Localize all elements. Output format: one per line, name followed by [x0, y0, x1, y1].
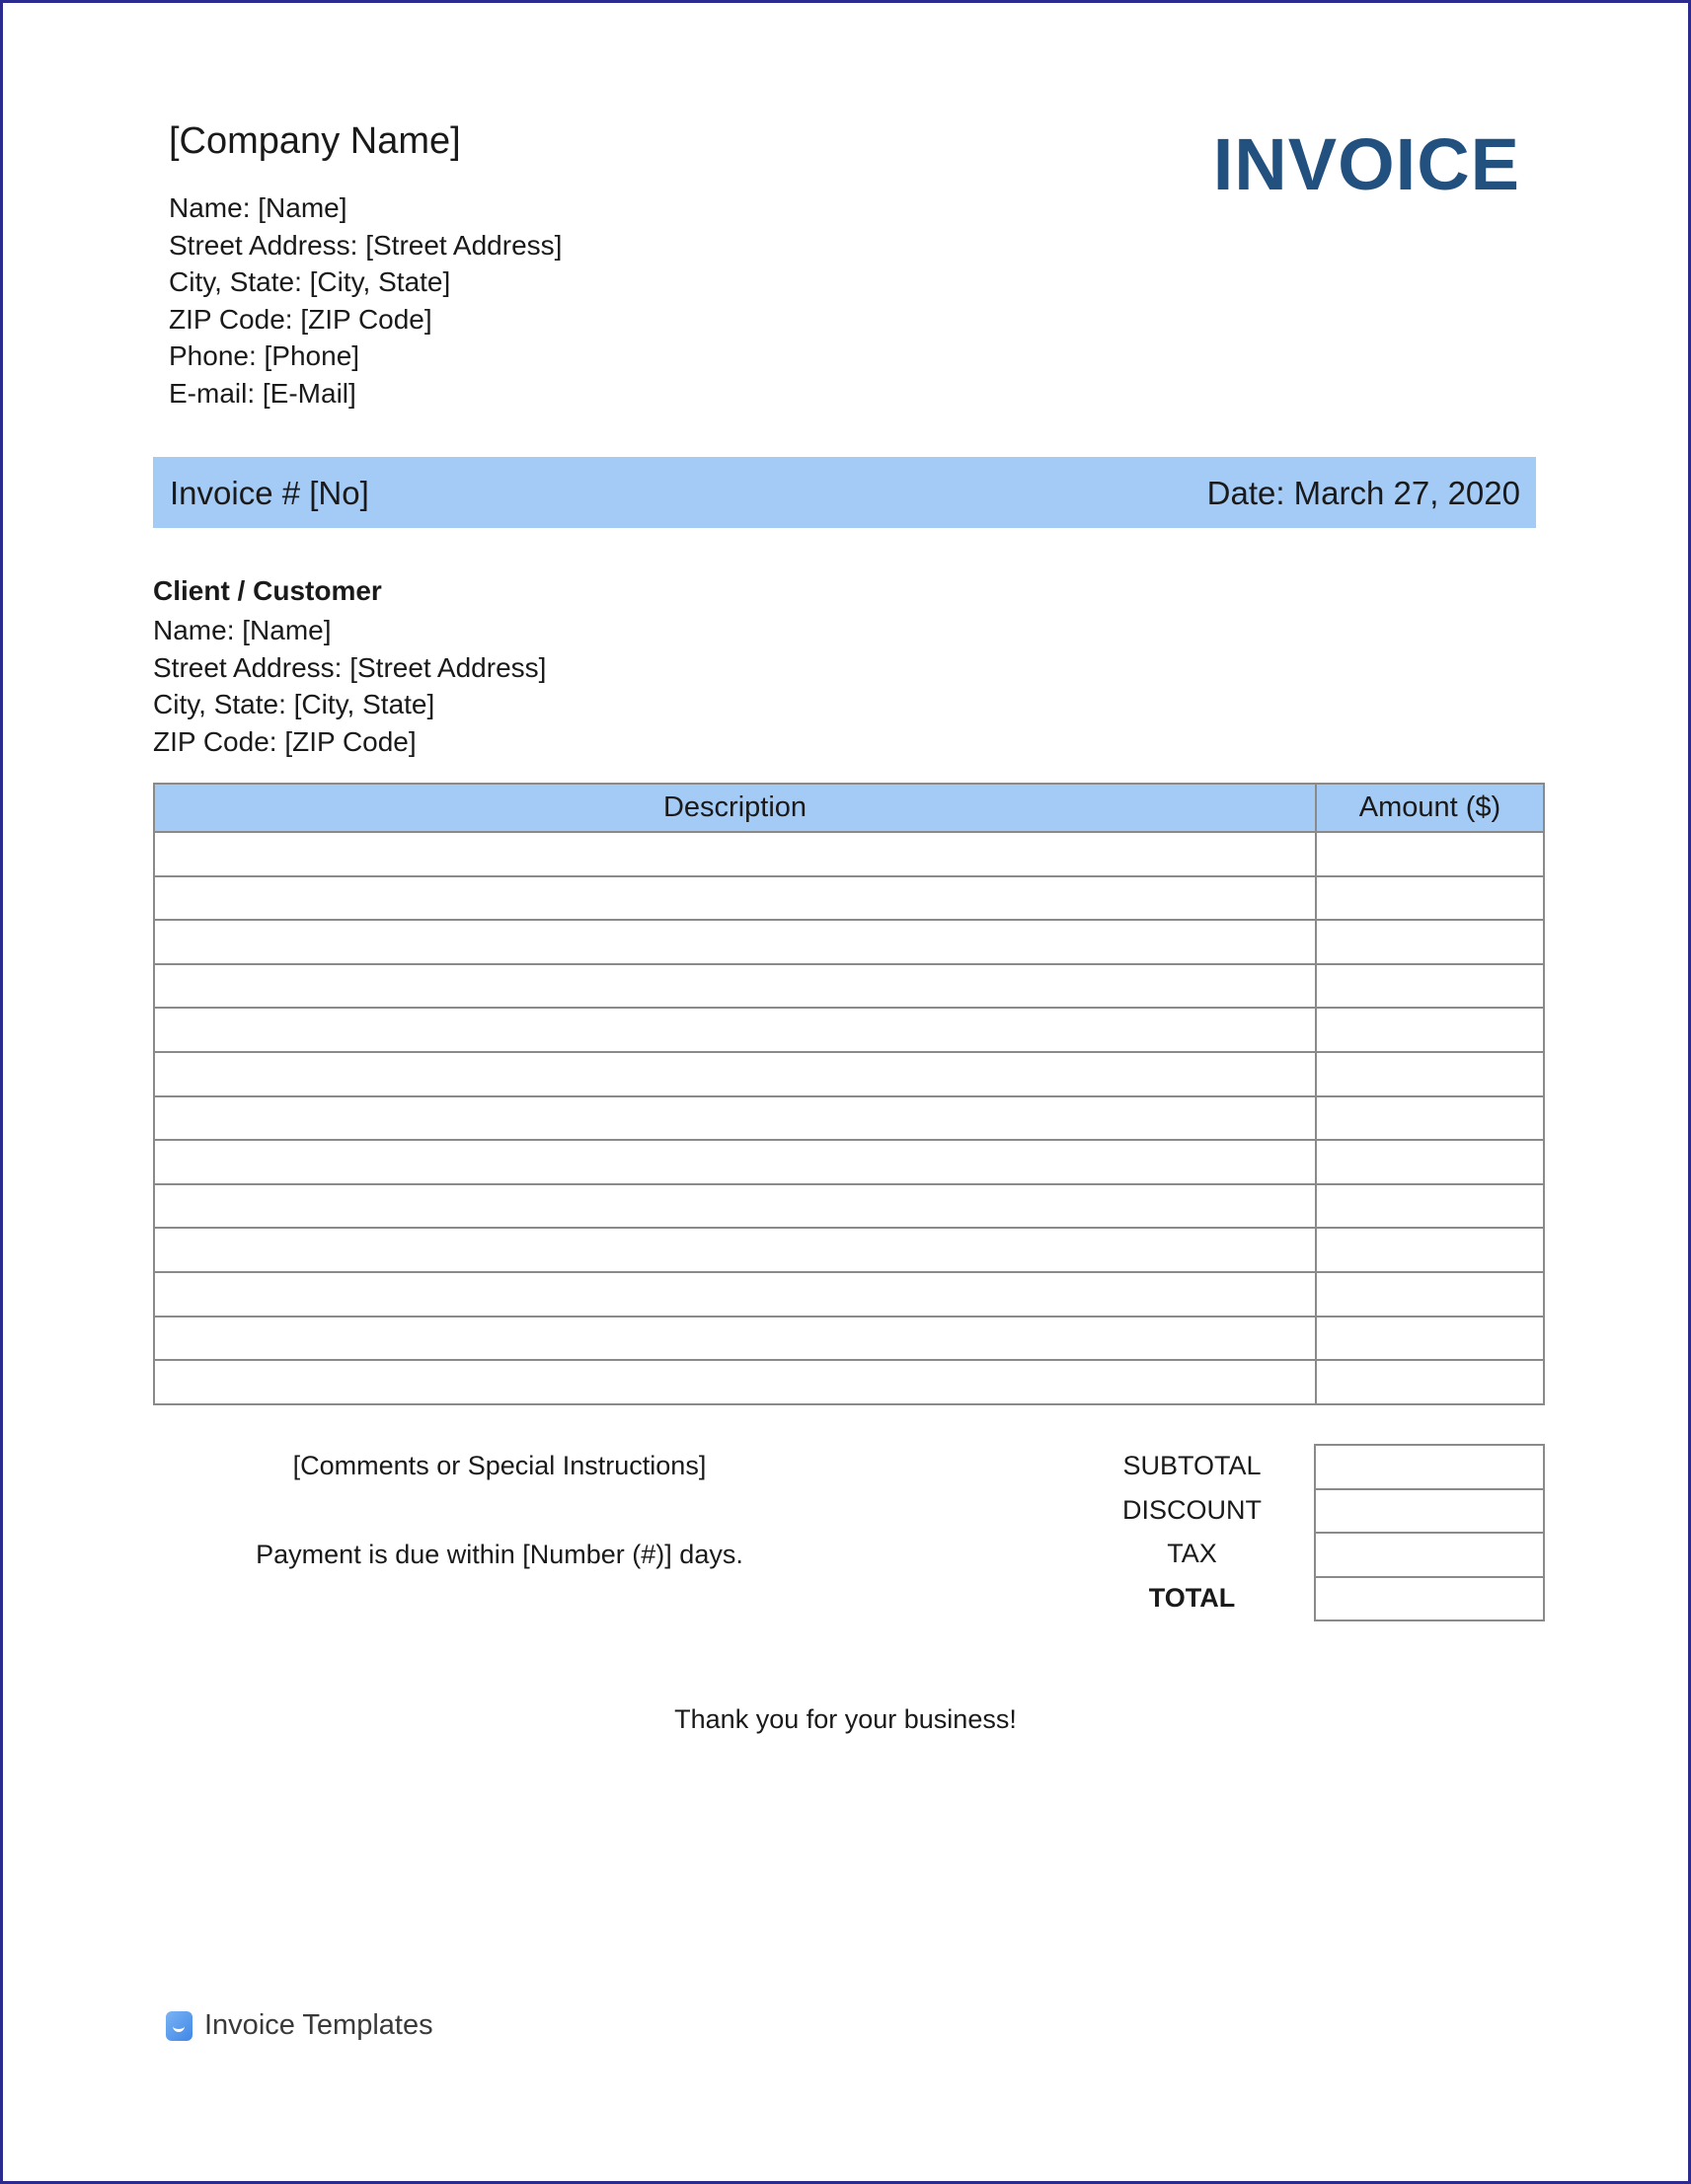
table-header-row — [154, 784, 1544, 832]
client-street-address: Street Address: [Street Address] — [153, 651, 547, 683]
thank-you-message: Thank you for your business! — [674, 1704, 1017, 1734]
item-description-cell[interactable] — [154, 1317, 1316, 1361]
brand-footer — [166, 2009, 433, 2042]
item-amount-cell[interactable] — [1316, 1008, 1544, 1052]
line-items-table — [153, 783, 1545, 1405]
item-description-cell[interactable] — [154, 920, 1316, 964]
company-name: [Company Name] — [169, 120, 461, 162]
table-row — [154, 1140, 1544, 1184]
total-label: TOTAL — [1148, 1582, 1236, 1613]
sender-details — [169, 189, 562, 413]
item-amount-cell[interactable] — [1316, 1052, 1544, 1096]
item-description-cell[interactable] — [154, 1228, 1316, 1272]
item-description-cell[interactable] — [154, 876, 1316, 921]
item-description-cell[interactable] — [154, 1008, 1316, 1052]
discount-label: DISCOUNT — [1122, 1494, 1262, 1525]
discount-value[interactable] — [1315, 1489, 1544, 1534]
table-row — [154, 1008, 1544, 1052]
comments-instructions: [Comments or Special Instructions] — [292, 1451, 707, 1480]
totals-table — [1314, 1444, 1545, 1621]
item-amount-cell[interactable] — [1316, 1360, 1544, 1404]
item-description-cell[interactable] — [154, 1052, 1316, 1096]
brand-name: Invoice Templates — [204, 2009, 433, 2041]
sender-phone: Phone: [Phone] — [169, 340, 360, 372]
table-row — [154, 920, 1544, 964]
item-amount-cell[interactable] — [1316, 1272, 1544, 1317]
table-row — [154, 964, 1544, 1009]
invoice-date: Date: March 27, 2020 — [1206, 475, 1520, 511]
amount-column-header: Amount ($) — [1316, 784, 1544, 832]
item-amount-cell[interactable] — [1316, 876, 1544, 921]
table-row — [154, 1228, 1544, 1272]
client-city-state: City, State: [City, State] — [153, 689, 435, 719]
item-description-cell[interactable] — [154, 1140, 1316, 1184]
table-row — [154, 1317, 1544, 1361]
subtotal-value[interactable] — [1315, 1445, 1544, 1489]
item-amount-cell[interactable] — [1316, 1184, 1544, 1229]
item-description-cell[interactable] — [154, 832, 1316, 876]
description-column-header: Description — [154, 784, 1316, 832]
item-amount-cell[interactable] — [1316, 832, 1544, 876]
table-row — [154, 1096, 1544, 1141]
subtotal-label: SUBTOTAL — [1122, 1451, 1262, 1480]
sender-name: Name: [Name] — [169, 192, 347, 223]
invoice-number: Invoice # [No] — [170, 475, 369, 511]
client-heading: Client / Customer — [153, 575, 382, 606]
totals-labels — [1086, 1444, 1298, 1619]
table-row — [154, 876, 1544, 921]
invoice-title: INVOICE — [1212, 123, 1520, 205]
item-description-cell[interactable] — [154, 1184, 1316, 1229]
client-zip-code: ZIP Code: [ZIP Code] — [153, 725, 417, 757]
item-description-cell[interactable] — [154, 1272, 1316, 1317]
item-description-cell[interactable] — [154, 1096, 1316, 1141]
item-amount-cell[interactable] — [1316, 920, 1544, 964]
table-row — [154, 1052, 1544, 1096]
table-row — [154, 1184, 1544, 1229]
item-amount-cell[interactable] — [1316, 1228, 1544, 1272]
tax-label: TAX — [1167, 1539, 1217, 1569]
client-name: Name: [Name] — [153, 615, 332, 645]
tax-value[interactable] — [1315, 1533, 1544, 1577]
sender-email: E-mail: [E-Mail] — [169, 377, 356, 409]
sender-street-address: Street Address: [Street Address] — [169, 229, 563, 261]
table-row — [154, 832, 1544, 876]
client-details — [153, 612, 546, 760]
item-description-cell[interactable] — [154, 964, 1316, 1009]
item-amount-cell[interactable] — [1316, 1096, 1544, 1141]
invoice-templates-logo-icon — [166, 2011, 192, 2041]
item-amount-cell[interactable] — [1316, 964, 1544, 1009]
item-amount-cell[interactable] — [1316, 1140, 1544, 1184]
item-description-cell[interactable] — [154, 1360, 1316, 1404]
table-row — [154, 1360, 1544, 1404]
item-amount-cell[interactable] — [1316, 1317, 1544, 1361]
sender-zip-code: ZIP Code: [ZIP Code] — [169, 303, 432, 335]
sender-city-state: City, State: [City, State] — [169, 266, 451, 298]
table-row — [154, 1272, 1544, 1317]
total-value[interactable] — [1315, 1577, 1544, 1621]
invoice-info-bar — [153, 457, 1536, 528]
payment-terms: Payment is due within [Number (#)] days. — [256, 1540, 743, 1569]
